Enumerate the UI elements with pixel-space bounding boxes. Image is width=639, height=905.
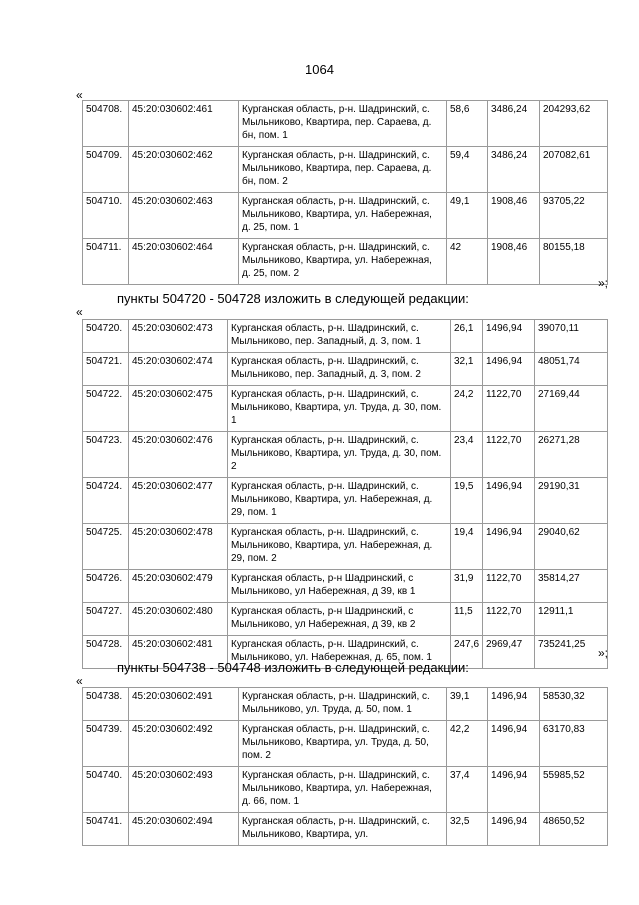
cell-address: Курганская область, р-н. Шадринский, с. Мыльниково, пер. Западный, д. 3, пом. 1 xyxy=(228,320,451,353)
table-2-body xyxy=(83,320,608,669)
cell-value: 48051,74 xyxy=(535,353,608,386)
cell-area: 19,4 xyxy=(451,524,483,570)
cell-cadastral-number: 45:20:030602:479 xyxy=(129,570,228,603)
cell-area: 42 xyxy=(447,239,488,285)
cell-rate: 1496,94 xyxy=(483,524,535,570)
cell-address: Курганская область, р-н. Шадринский, с. Мыльниково, Квартира, ул. Труда, д. 30, пом. 2 xyxy=(228,432,451,478)
cell-address: Курганская область, р-н. Шадринский, с. Мыльниково, ул. Труда, д. 50, пом. 1 xyxy=(239,688,447,721)
cell-rate: 1122,70 xyxy=(483,432,535,478)
table-row xyxy=(83,193,608,239)
table-1-body xyxy=(83,101,608,285)
cell-value: 735241,25 xyxy=(535,636,608,669)
opening-quote: « xyxy=(76,674,83,688)
cell-address: Курганская область, р-н. Шадринский, с. Мыльниково, Квартира, ул. Набережная, д. 66, пом. 1 xyxy=(239,767,447,813)
table-row xyxy=(83,767,608,813)
cell-cadastral-number: 45:20:030602:462 xyxy=(129,147,239,193)
cell-area: 24,2 xyxy=(451,386,483,432)
table-3 xyxy=(82,687,608,846)
cell-address: Курганская область, р-н. Шадринский, с. Мыльниково, пер. Западный, д. 3, пом. 2 xyxy=(228,353,451,386)
cell-value: 58530,32 xyxy=(540,688,608,721)
cell-area: 23,4 xyxy=(451,432,483,478)
cell-area: 58,6 xyxy=(447,101,488,147)
cell-address: Курганская область, р-н Шадринский, с Мыльниково, ул Набережная, д 39, кв 1 xyxy=(228,570,451,603)
cell-address: Курганская область, р-н. Шадринский, с. Мыльниково, Квартира, ул. Набережная, д. 25, пом. 1 xyxy=(239,193,447,239)
cell-number: 504708. xyxy=(83,101,129,147)
cell-rate: 1908,46 xyxy=(488,193,540,239)
table-row xyxy=(83,320,608,353)
table-row xyxy=(83,353,608,386)
table-row xyxy=(83,570,608,603)
cell-number: 504720. xyxy=(83,320,129,353)
table-row xyxy=(83,147,608,193)
table-row xyxy=(83,478,608,524)
table-2 xyxy=(82,319,608,669)
cell-number: 504709. xyxy=(83,147,129,193)
cell-value: 12911,1 xyxy=(535,603,608,636)
cell-area: 19,5 xyxy=(451,478,483,524)
page-number: 1064 xyxy=(305,62,334,77)
cell-area: 11,5 xyxy=(451,603,483,636)
cell-cadastral-number: 45:20:030602:475 xyxy=(129,386,228,432)
table-row xyxy=(83,721,608,767)
cell-value: 63170,83 xyxy=(540,721,608,767)
table-row xyxy=(83,386,608,432)
cell-number: 504740. xyxy=(83,767,129,813)
cell-value: 35814,27 xyxy=(535,570,608,603)
cell-rate: 1496,94 xyxy=(483,353,535,386)
table-row xyxy=(83,101,608,147)
cell-rate: 3486,24 xyxy=(488,101,540,147)
table-row xyxy=(83,524,608,570)
table-row xyxy=(83,813,608,846)
table-1 xyxy=(82,100,608,285)
cell-rate: 1496,94 xyxy=(488,721,540,767)
cell-area: 31,9 xyxy=(451,570,483,603)
cell-area: 32,5 xyxy=(447,813,488,846)
cell-value: 29040,62 xyxy=(535,524,608,570)
cell-address: Курганская область, р-н. Шадринский, с. Мыльниково, Квартира, ул. Набережная, д. 29, пом. 2 xyxy=(228,524,451,570)
cell-value: 204293,62 xyxy=(540,101,608,147)
cell-rate: 1496,94 xyxy=(483,320,535,353)
cell-cadastral-number: 45:20:030602:473 xyxy=(129,320,228,353)
cell-number: 504724. xyxy=(83,478,129,524)
table-row xyxy=(83,603,608,636)
cell-area: 49,1 xyxy=(447,193,488,239)
cell-cadastral-number: 45:20:030602:463 xyxy=(129,193,239,239)
cell-number: 504710. xyxy=(83,193,129,239)
cell-rate: 1496,94 xyxy=(488,813,540,846)
cell-cadastral-number: 45:20:030602:480 xyxy=(129,603,228,636)
table-row xyxy=(83,239,608,285)
section-heading-2: пункты 504738 - 504748 изложить в следующей редакции: xyxy=(117,660,469,675)
opening-quote: « xyxy=(76,88,83,102)
opening-quote: « xyxy=(76,305,83,319)
cell-cadastral-number: 45:20:030602:491 xyxy=(129,688,239,721)
cell-rate: 1122,70 xyxy=(483,570,535,603)
cell-value: 27169,44 xyxy=(535,386,608,432)
cell-value: 207082,61 xyxy=(540,147,608,193)
cell-address: Курганская область, р-н. Шадринский, с. Мыльниково, Квартира, ул. xyxy=(239,813,447,846)
cell-area: 39,1 xyxy=(447,688,488,721)
cell-rate: 1122,70 xyxy=(483,603,535,636)
table-row xyxy=(83,432,608,478)
cell-value: 55985,52 xyxy=(540,767,608,813)
cell-cadastral-number: 45:20:030602:478 xyxy=(129,524,228,570)
cell-cadastral-number: 45:20:030602:493 xyxy=(129,767,239,813)
table-3-body xyxy=(83,688,608,846)
cell-number: 504727. xyxy=(83,603,129,636)
cell-area: 26,1 xyxy=(451,320,483,353)
cell-cadastral-number: 45:20:030602:476 xyxy=(129,432,228,478)
cell-number: 504738. xyxy=(83,688,129,721)
cell-address: Курганская область, р-н. Шадринский, с. Мыльниково, Квартира, ул. Набережная, д. 29, пом. 1 xyxy=(228,478,451,524)
cell-value: 29190,31 xyxy=(535,478,608,524)
cell-value: 48650,52 xyxy=(540,813,608,846)
cell-number: 504739. xyxy=(83,721,129,767)
cell-cadastral-number: 45:20:030602:474 xyxy=(129,353,228,386)
cell-number: 504741. xyxy=(83,813,129,846)
cell-area: 37,4 xyxy=(447,767,488,813)
closing-quote: »; xyxy=(597,276,608,290)
cell-cadastral-number: 45:20:030602:494 xyxy=(129,813,239,846)
table-row xyxy=(83,688,608,721)
cell-cadastral-number: 45:20:030602:477 xyxy=(129,478,228,524)
cell-number: 504728. xyxy=(83,636,129,669)
cell-number: 504726. xyxy=(83,570,129,603)
cell-area: 32,1 xyxy=(451,353,483,386)
cell-number: 504722. xyxy=(83,386,129,432)
cell-rate: 1496,94 xyxy=(488,688,540,721)
cell-rate: 3486,24 xyxy=(488,147,540,193)
cell-cadastral-number: 45:20:030602:492 xyxy=(129,721,239,767)
section-heading-1: пункты 504720 - 504728 изложить в следующей редакции: xyxy=(117,291,469,306)
cell-number: 504723. xyxy=(83,432,129,478)
cell-value: 26271,28 xyxy=(535,432,608,478)
cell-address: Курганская область, р-н. Шадринский, с. Мыльниково, Квартира, ул. Труда, д. 30, пом. 1 xyxy=(228,386,451,432)
cell-value: 80155,18 xyxy=(540,239,608,285)
cell-address: Курганская область, р-н. Шадринский, с. Мыльниково, Квартира, ул. Труда, д. 50, пом. 2 xyxy=(239,721,447,767)
cell-value: 39070,11 xyxy=(535,320,608,353)
cell-rate: 1122,70 xyxy=(483,386,535,432)
cell-address: Курганская область, р-н. Шадринский, с. Мыльниково, Квартира, ул. Набережная, д. 25, пом. 2 xyxy=(239,239,447,285)
cell-cadastral-number: 45:20:030602:481 xyxy=(129,636,228,669)
cell-number: 504721. xyxy=(83,353,129,386)
cell-number: 504711. xyxy=(83,239,129,285)
cell-rate: 1496,94 xyxy=(483,478,535,524)
cell-value: 93705,22 xyxy=(540,193,608,239)
cell-cadastral-number: 45:20:030602:461 xyxy=(129,101,239,147)
cell-number: 504725. xyxy=(83,524,129,570)
cell-address: Курганская область, р-н. Шадринский, с. Мыльниково, Квартира, пер. Сараева, д. бн, пом. 1 xyxy=(239,101,447,147)
cell-cadastral-number: 45:20:030602:464 xyxy=(129,239,239,285)
cell-address: Курганская область, р-н. Шадринский, с. Мыльниково, Квартира, пер. Сараева, д. бн, пом. 2 xyxy=(239,147,447,193)
cell-area: 59,4 xyxy=(447,147,488,193)
cell-rate: 1496,94 xyxy=(488,767,540,813)
closing-quote: »; xyxy=(597,646,608,660)
cell-address: Курганская область, р-н. Шадринский, с. Мыльниково, ул. Набережная, д. 65, пом. 1 xyxy=(228,636,451,669)
cell-address: Курганская область, р-н Шадринский, с Мыльниково, ул Набережная, д 39, кв 2 xyxy=(228,603,451,636)
cell-area: 247,6 xyxy=(451,636,483,669)
cell-rate: 1908,46 xyxy=(488,239,540,285)
cell-area: 42,2 xyxy=(447,721,488,767)
cell-rate: 2969,47 xyxy=(483,636,535,669)
